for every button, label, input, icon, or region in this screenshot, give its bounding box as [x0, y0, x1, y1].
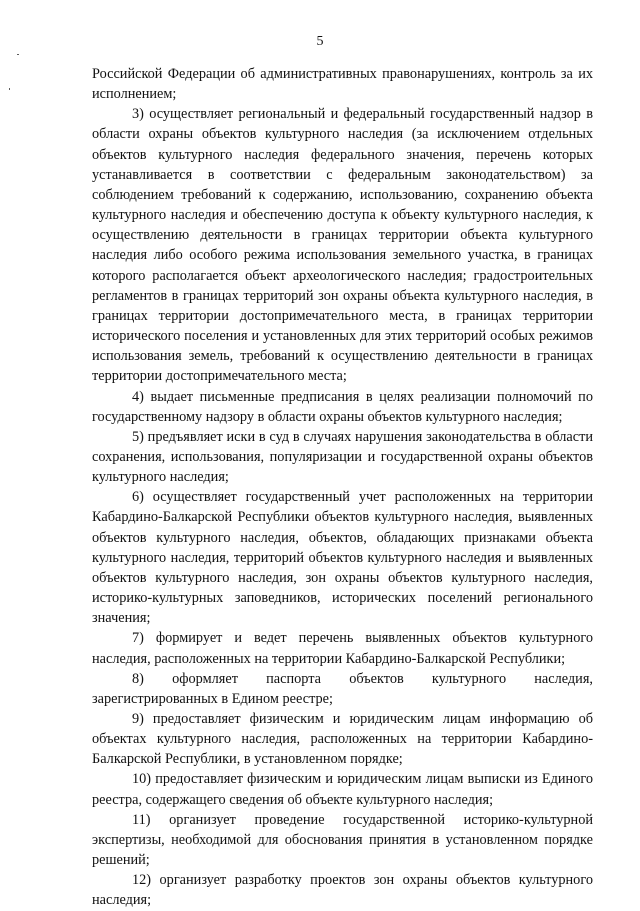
paragraph-item-4: 4) выдает письменные предписания в целях реализации полномочий по государственному надзору в области охраны объектов культурного наследия;	[92, 388, 593, 425]
paragraph-item-9: 9) предоставляет физическим и юридическим лицам информацию об объектах культурного наследия, расположенных на территории Кабардино-Балкарской Республики, в установленном порядке;	[92, 711, 593, 768]
page-number: 5	[316, 34, 324, 49]
paragraph-item-8: 8) оформляет паспорта объектов культурного наследия, зарегистрированных в Едином реестре;	[92, 670, 593, 707]
paragraph-item-10: 10) предоставляет физическим и юридическим лицам выписки из Единого реестра, содержащего сведения об объекте культурного наследия;	[92, 771, 593, 808]
paragraph-item-11: 11) организует проведение государственной историко-культурной экспертизы, необходимой для обоснования принятия в установленном порядке решений;	[92, 811, 593, 869]
scan-speck	[9, 88, 10, 90]
scan-speck	[17, 54, 19, 55]
paragraph-item-12: 12) организует разработку проектов зон охраны объектов культурного наследия;	[92, 872, 593, 909]
paragraph-item-5: 5) предъявляет иски в суд в случаях нарушения законодательства в области сохранения, использования, популяризации и государственной охраны объектов культурного наследия;	[92, 428, 593, 486]
document-body	[92, 64, 593, 911]
paragraph-continuation: Российской Федерации об административных правонарушениях, контроль за их исполнением;	[92, 66, 593, 103]
paragraph-item-3: 3) осуществляет региональный и федеральный государственный надзор в области охраны объектов культурного наследия (за исключением отдельных объектов культурного наследия федерального значения, перечень которых устанавливается в соответствии с федеральным законодательством) за соблюдением требований к содержанию, использованию, сохранению объекта культурного наследия и обеспечению доступа к объекту культурного наследия, к осуществлению деятельности в границах территории объекта культурного наследия либо особого режима использования земельного участка, в границах которого располагается объект археологического наследия; градостроительных регламентов в границах территорий зон охраны объекта культурного наследия, в границах территории достопримечательного места, в границах территории исторического поселения и установленных для этих территорий особых режимов использования земель, требований к осуществлению деятельности в границах территории достопримечательного места;	[92, 106, 593, 385]
paragraph-item-6: 6) осуществляет государственный учет расположенных на территории Кабардино-Балкарской Республики объектов культурного наследия, выявленных объектов культурного наследия, объектов, обладающих признаками объекта культурного наследия, территорий объектов культурного наследия и выявленных объектов культурного наследия, зон охраны объектов культурного наследия, историко-культурных заповедников, исторических поселений регионального значения;	[92, 489, 593, 627]
paragraph-item-7: 7) формирует и ведет перечень выявленных объектов культурного наследия, расположенных на территории Кабардино-Балкарской Республики;	[92, 630, 593, 667]
